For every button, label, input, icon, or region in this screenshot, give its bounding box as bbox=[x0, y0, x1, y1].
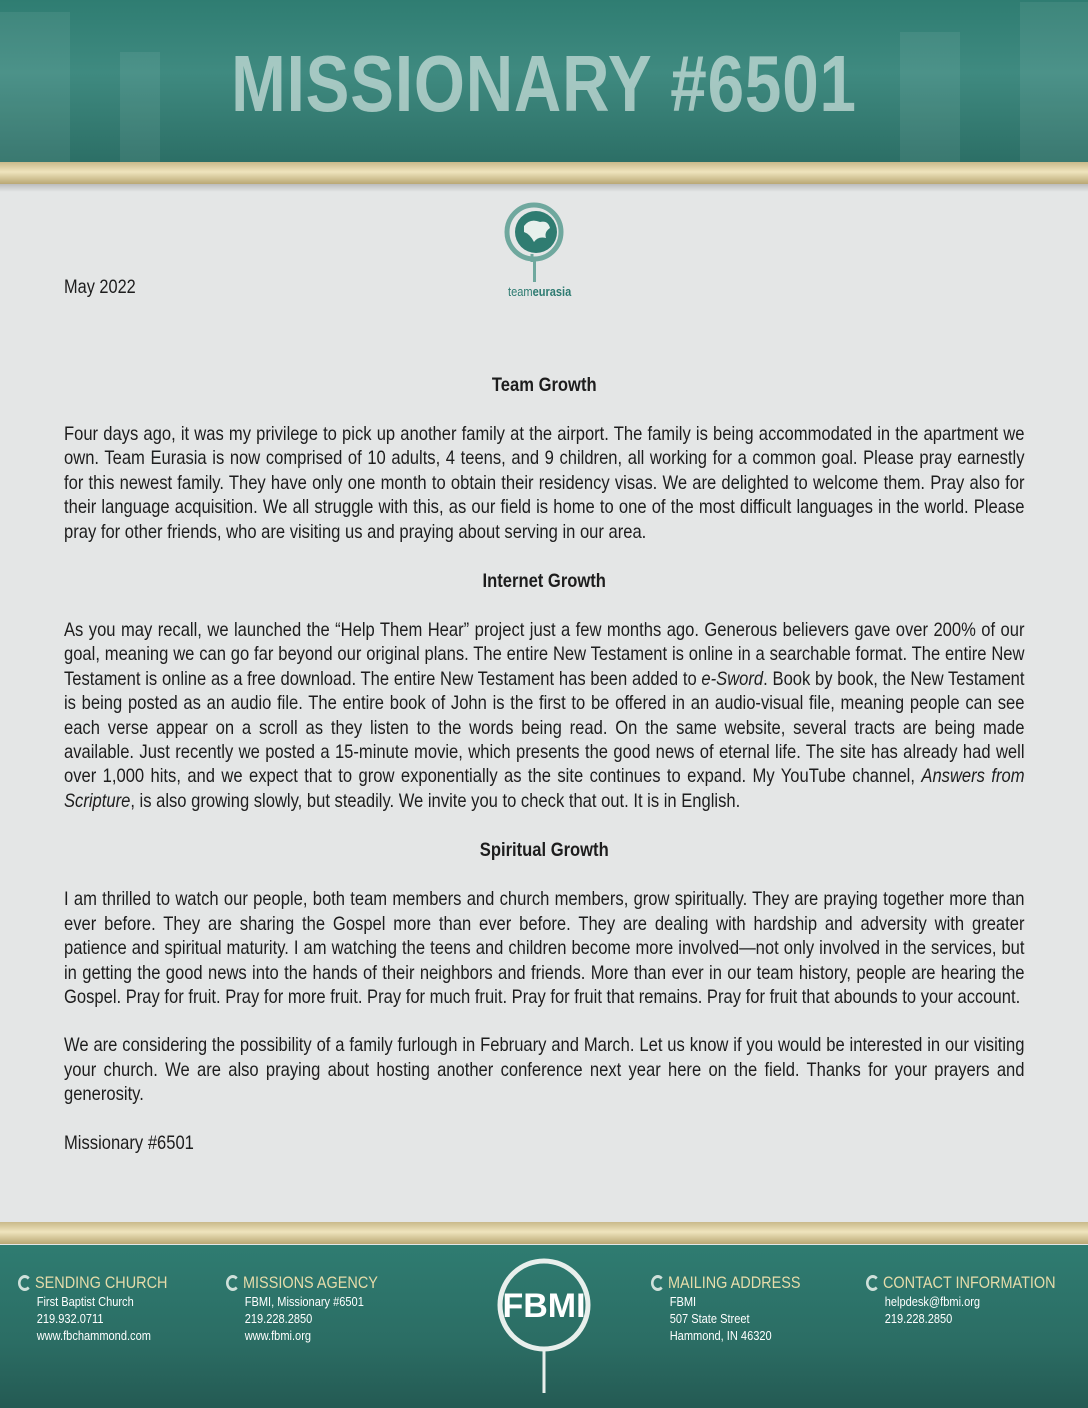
paragraph: We are considering the possibility of a family furlough in February and March. Let us know if you would be interested in our visiting your church. We are also praying about hosting another conference next year here on the field. Thanks for your prayers and generosity. bbox=[64, 1034, 1025, 1106]
building-silhouette bbox=[1020, 2, 1088, 162]
footer-heading bbox=[651, 1273, 800, 1293]
team-eurasia-logo bbox=[496, 200, 592, 300]
footer-phone: 219.228.2850 bbox=[884, 1311, 953, 1326]
circle-icon bbox=[651, 1275, 665, 1291]
footer-line: First Baptist Church bbox=[36, 1294, 134, 1309]
fbmi-logo-text: FBMI bbox=[502, 1287, 586, 1325]
footer-line: 507 State Street bbox=[669, 1311, 750, 1326]
logo-text: teameurasia bbox=[508, 284, 572, 299]
text-run: . Book by book, the New Testament is being posted as an audio file. The entire book of John is the first to be offered in an audio-visual file, meaning people can see each verse appear on a scroll as they listen to the words being read. On the same website, several tracts are being made available. Just recently we posted a 15-minute movie, which presents the good news of eternal life. The site has already had well over 1,000 hits, and we expect that to grow exponentially as the site continues to expand. My YouTube channel, bbox=[64, 667, 1025, 788]
paragraph bbox=[64, 618, 1025, 813]
heading-text: CONTACT INFORMATION bbox=[883, 1273, 1056, 1292]
globe-icon bbox=[504, 202, 564, 262]
header-gold-band bbox=[0, 162, 1088, 184]
footer-mailing-address bbox=[651, 1273, 827, 1344]
letter-date: May 2022 bbox=[64, 277, 136, 298]
header-shadow bbox=[0, 184, 1088, 192]
circle-icon bbox=[226, 1275, 240, 1291]
footer-heading bbox=[226, 1273, 378, 1293]
heading-text: MISSIONS AGENCY bbox=[243, 1273, 378, 1292]
letter-body bbox=[64, 372, 1025, 1179]
section-heading: Internet Growth bbox=[482, 570, 606, 593]
footer-phone: 219.228.2850 bbox=[244, 1311, 313, 1326]
footer bbox=[0, 1245, 1088, 1408]
footer-missions-agency bbox=[226, 1273, 405, 1344]
page-title: MISSIONARY #6501 bbox=[231, 39, 857, 128]
footer-sending-church bbox=[18, 1273, 194, 1344]
logo-stem bbox=[533, 258, 536, 282]
building-silhouette bbox=[0, 12, 70, 162]
heading-text: SENDING CHURCH bbox=[35, 1273, 168, 1292]
footer-line: Hammond, IN 46320 bbox=[669, 1328, 772, 1343]
footer-line: FBMI, Missionary #6501 bbox=[244, 1294, 364, 1309]
footer-link[interactable]: www.fbmi.org bbox=[244, 1328, 312, 1343]
footer-email[interactable]: helpdesk@fbmi.org bbox=[884, 1294, 981, 1309]
footer-phone: 219.932.0711 bbox=[36, 1311, 104, 1326]
footer-line: FBMI bbox=[669, 1294, 697, 1309]
section-heading: Team Growth bbox=[491, 374, 597, 396]
text-run: , is also growing slowly, but steadily. We invite you to check that out. It is in English. bbox=[130, 789, 741, 812]
heading-text: MAILING ADDRESS bbox=[668, 1273, 801, 1292]
paragraph: I am thrilled to watch our people, both team members and church members, grow spiritually. They are praying together more than ever before. They are sharing the Gospel more than ever before. They are dealing with hardship and adversity with greater patience and spiritual maturity. I am watching the teens and children become more involved—not only involved in the services, but in getting the good news into the hands of their neighbors and friends. More than ever in our team history, people are hearing the Gospel. Pray for fruit. Pray for more fruit. Pray for much fruit. Pray for fruit that remains. Pray for fruit that abounds to your account. bbox=[64, 888, 1025, 1008]
signature: Missionary #6501 bbox=[64, 1131, 194, 1154]
footer-link[interactable]: www.fbchammond.com bbox=[36, 1328, 151, 1343]
footer-gold-band bbox=[0, 1222, 1088, 1244]
section-heading: Spiritual Growth bbox=[479, 839, 609, 862]
paragraph: Four days ago, it was my privilege to pick up another family at the airport. The family is being accommodated in the apartment we own. Team Eurasia is now comprised of 10 adults, 4 teens, and 9 children, all working for a common goal. Please pray earnestly for this newest family. They have only one month to obtain their residency visas. We are delighted to welcome them. Pray also for their language acquisition. We all struggle with this, as our field is home to one of the most difficult languages in the world. Please pray for other friends, who are visiting us and praying about serving in our area. bbox=[64, 423, 1025, 543]
footer-contact-information bbox=[866, 1273, 1088, 1327]
footer-heading bbox=[18, 1273, 167, 1293]
text-run: As you may recall, we launched the “Help Them Hear” project just a few months ago. Generous believers gave over 200% of our goal, meaning we can go far beyond our original plans. The entire New Testament is online in a searchable format. The entire New Testament is online as a free download. The entire New Testament has been added to bbox=[64, 619, 1025, 690]
fbmi-logo bbox=[492, 1253, 596, 1393]
header-banner bbox=[0, 0, 1088, 162]
italic-title: Answers from Scripture bbox=[64, 765, 1025, 812]
footer-heading bbox=[866, 1273, 1056, 1293]
circle-icon bbox=[18, 1275, 32, 1291]
italic-title: e-Sword bbox=[701, 667, 764, 690]
circle-icon bbox=[866, 1275, 880, 1291]
